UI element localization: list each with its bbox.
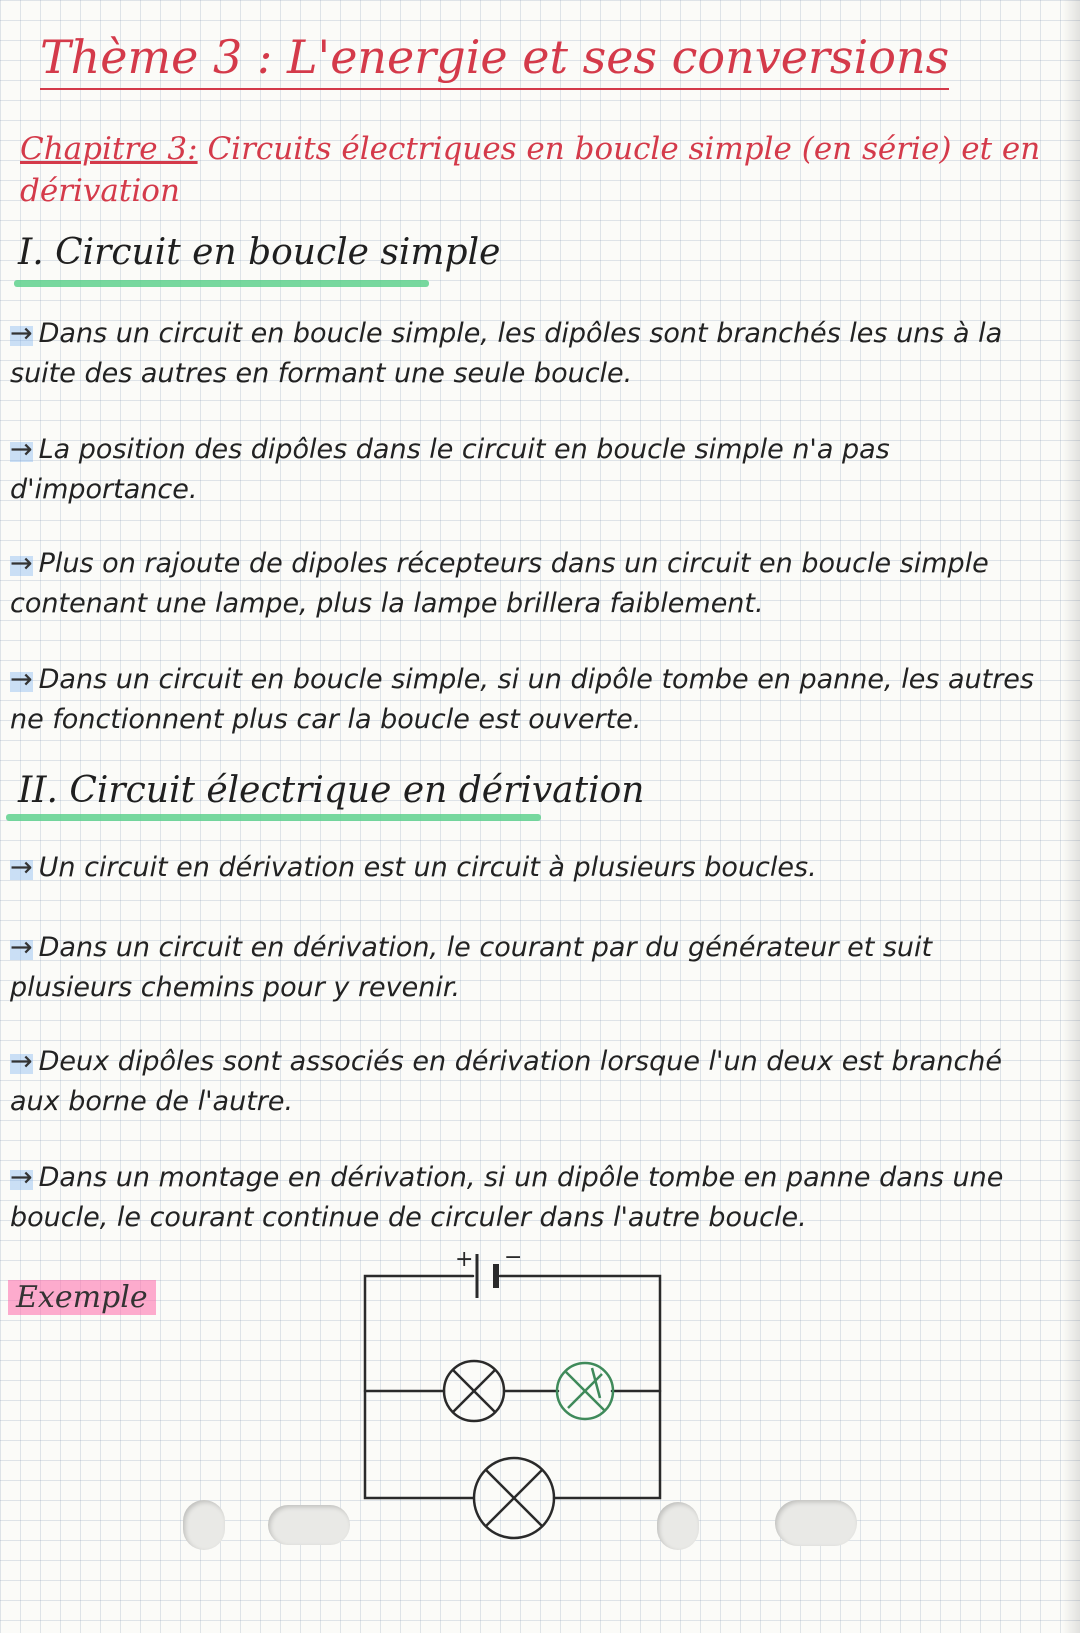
section-2-heading: II. Circuit électrique en dérivation (18, 770, 645, 811)
binder-hole (183, 1500, 225, 1550)
arrow-icon: → (10, 848, 33, 888)
arrow-icon: → (10, 1042, 33, 1082)
arrow-icon: → (10, 1158, 33, 1198)
paragraph-text: Deux dipôles sont associés en dérivation lorsque l'un deux est branché aux borne de l'autre. (10, 1046, 1003, 1117)
paragraph-text: Plus on rajoute de dipoles récepteurs dans un circuit en boucle simple contenant une lampe, plus la lampe brillera faiblement. (10, 548, 989, 619)
broken-lamp-icon (557, 1363, 613, 1419)
page-title: Thème 3 : L'energie et ses conversions (40, 30, 949, 90)
paragraph-text: Dans un circuit en dérivation, le courant par du générateur et suit plusieurs chemins pour y revenir. (10, 932, 933, 1003)
paragraph-text: Dans un montage en dérivation, si un dipôle tombe en panne dans une boucle, le courant continue de circuler dans l'autre boucle. (10, 1162, 1004, 1233)
circuit-wire-left (365, 1276, 473, 1498)
paragraph-text: Un circuit en dérivation est un circuit à plusieurs boucles. (38, 852, 817, 883)
arrow-icon: → (10, 430, 33, 470)
arrow-icon: → (10, 544, 33, 584)
lamp-icon (474, 1458, 554, 1538)
binder-hole (775, 1500, 857, 1546)
paragraph-text: Dans un circuit en boucle simple, si un dipôle tombe en panne, les autres ne fonctionnent plus car la boucle est ouverte. (10, 664, 1034, 735)
generator-minus-sign: − (504, 1245, 523, 1270)
chapter-text: Circuits électriques en boucle simple (en série) et en dérivation (20, 131, 1041, 209)
paragraph-text: Dans un circuit en boucle simple, les dipôles sont branchés les uns à la suite des autres en formant une seule boucle. (10, 318, 1003, 389)
generator-icon (477, 1254, 496, 1298)
binder-hole (657, 1502, 699, 1550)
lamp-icon (444, 1361, 504, 1421)
page-edge-shadow (1062, 0, 1080, 1633)
arrow-icon: → (10, 660, 33, 700)
example-label: Exemple (8, 1280, 156, 1315)
generator-plus-sign: + (455, 1247, 474, 1272)
paragraph-text: La position des dipôles dans le circuit en boucle simple n'a pas d'importance. (10, 434, 890, 505)
section-1-heading: I. Circuit en boucle simple (18, 232, 501, 273)
chapter-number: Chapitre 3: (20, 131, 198, 167)
binder-hole (268, 1505, 350, 1545)
arrow-icon: → (10, 314, 33, 354)
arrow-icon: → (10, 928, 33, 968)
